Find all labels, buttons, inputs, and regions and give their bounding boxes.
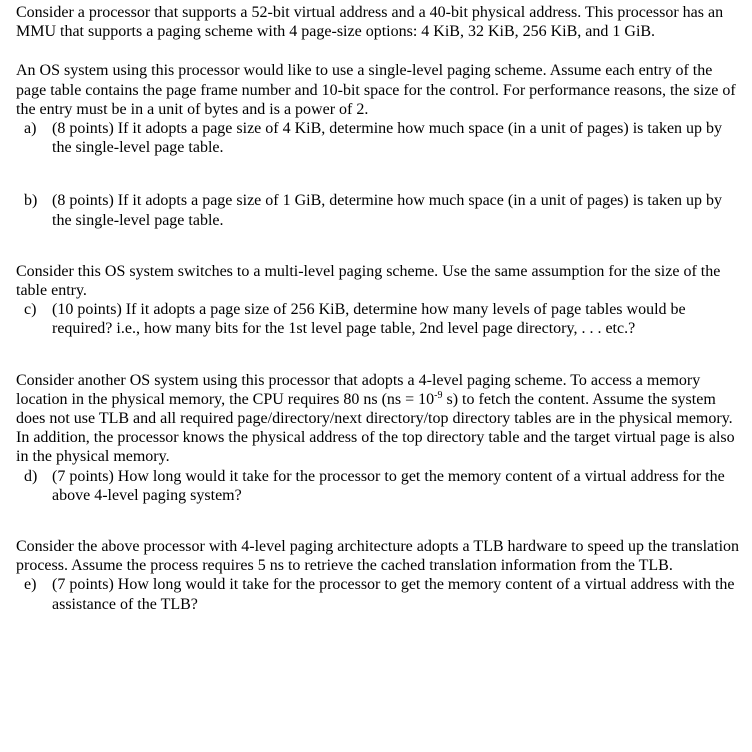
section3-text-after: s) to fetch the content. Assume the system does not use TLB and all required page/directory/next directory/top directory tables are in the physical memory. In addition, the processor knows the physical address of the top directory table and the target virtual page is also in the physical memory. <box>16 390 735 466</box>
exponent: -9 <box>434 389 443 401</box>
question-d-label: d) <box>24 467 38 485</box>
question-c-label: c) <box>24 301 37 319</box>
section4-paragraph: Consider the above processor with 4-level paging architecture adopts a TLB hardware to speed up the translation process. Assume the process requires 5 ns to retrieve the cached translation information from the TLB. <box>16 538 740 575</box>
question-c-text: (10 points) If it adopts a page size of 256 KiB, determine how many levels of page tables would be required? i.e., how many bits for the 1st level page table, 2nd level page directory, . . . etc.? <box>52 301 686 338</box>
spacer <box>16 505 740 537</box>
question-a <box>16 119 740 157</box>
spacer <box>16 230 740 262</box>
question-b <box>16 191 740 229</box>
question-a-text: (8 points) If it adopts a page size of 4 KiB, determine how much space (in a unit of pages) is taken up by the single-level page table. <box>52 120 723 157</box>
question-c <box>16 300 740 338</box>
section3-paragraph <box>16 371 740 467</box>
section2-paragraph: Consider this OS system switches to a multi-level paging scheme. Use the same assumption for the size of the table entry. <box>16 262 721 300</box>
question-b-text: (8 points) If it adopts a page size of 1 GiB, determine how much space (in a unit of pages) is taken up by the single-level page table. <box>52 192 723 229</box>
question-d-text: (7 points) How long would it take for the processor to get the memory content of a virtual address for the above 4-level paging system? <box>52 467 725 504</box>
section3-text-before: Consider another OS system using this processor that adopts a 4-level paging scheme. To access a memory location in the physical memory, the CPU requires 80 ns (ns = 10 <box>16 371 701 408</box>
question-e-text: (7 points) How long would it take for the processor to get the memory content of a virtual address with the assistance of the TLB? <box>52 576 735 613</box>
section1-paragraph: An OS system using this processor would like to use a single-level paging scheme. Assume each entry of the page table contains the page frame number and 10-bit space for the control. For performance reasons, the size of the entry must be in a unit of bytes and is a power of 2. <box>16 62 736 118</box>
question-e-label: e) <box>24 576 37 594</box>
spacer <box>16 41 740 61</box>
question-a-label: a) <box>24 120 37 138</box>
spacer <box>16 339 740 371</box>
question-b-label: b) <box>24 192 38 210</box>
intro-paragraph: Consider a processor that supports a 52-bit virtual address and a 40-bit physical address. This processor has an MMU that supports a paging scheme with 4 page-size options: 4 KiB, 32 KiB, 256 KiB, and 1 GiB. <box>16 4 724 41</box>
question-d <box>16 467 740 505</box>
question-e <box>16 575 740 613</box>
spacer <box>16 157 740 191</box>
